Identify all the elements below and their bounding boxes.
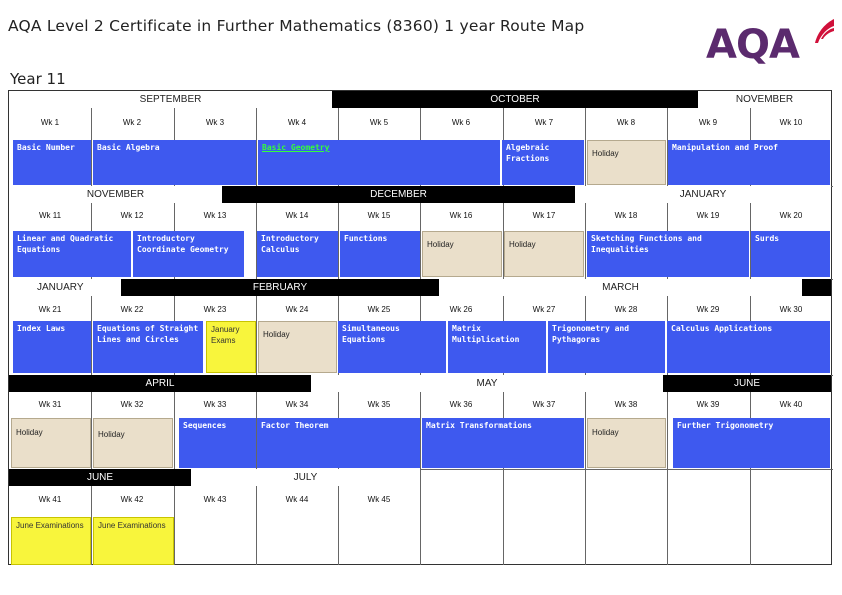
week-label: Wk 42 xyxy=(120,495,144,504)
week-label: Wk 43 xyxy=(203,495,227,504)
week-label: Wk 20 xyxy=(779,211,803,220)
topic-block: Introductory Coordinate Geometry xyxy=(133,231,244,277)
month-april: APRIL xyxy=(9,375,311,392)
week-label: Wk 44 xyxy=(285,495,309,504)
topic-block xyxy=(258,140,500,185)
week-label: Wk 18 xyxy=(614,211,638,220)
week-label: Wk 1 xyxy=(40,118,60,127)
week-label: Wk 25 xyxy=(367,305,391,314)
exam-block: January Exams xyxy=(206,321,256,373)
week-label: Wk 33 xyxy=(203,400,227,409)
topic-block: Equations of Straight Lines and Circles xyxy=(93,321,203,373)
topic-block: Basic Number xyxy=(13,140,91,185)
topic-block: Calculus Applications xyxy=(667,321,830,373)
month-january: JANUARY xyxy=(575,186,831,203)
week-label: Wk 6 xyxy=(451,118,471,127)
week-label: Wk 12 xyxy=(120,211,144,220)
holiday-block: Holiday xyxy=(93,418,173,468)
holiday-block: Holiday xyxy=(11,418,91,468)
month-may: MAY xyxy=(311,375,663,392)
page-title: AQA Level 2 Certificate in Further Mathematics (8360) 1 year Route Map xyxy=(8,17,585,35)
week-label: Wk 30 xyxy=(779,305,803,314)
week-label: Wk 5 xyxy=(369,118,389,127)
week-label: Wk 26 xyxy=(449,305,473,314)
week-label: Wk 13 xyxy=(203,211,227,220)
topic-block: Matrix Transformations xyxy=(422,418,584,468)
topic-block: Surds xyxy=(751,231,830,277)
route-map-grid xyxy=(8,90,832,565)
month-band-end xyxy=(802,279,831,296)
week-label: Wk 36 xyxy=(449,400,473,409)
week-label: Wk 15 xyxy=(367,211,391,220)
topic-link[interactable]: Basic Geometry xyxy=(262,143,330,152)
week-label: Wk 34 xyxy=(285,400,309,409)
month-december: DECEMBER xyxy=(222,186,575,203)
month-november: NOVEMBER xyxy=(698,91,831,108)
month-october: OCTOBER xyxy=(332,91,698,108)
topic-block: Index Laws xyxy=(13,321,91,373)
month-september: SEPTEMBER xyxy=(9,91,332,108)
holiday-block: Holiday xyxy=(422,231,502,277)
holiday-block: Holiday xyxy=(587,140,666,185)
holiday-block: Holiday xyxy=(504,231,584,277)
week-label: Wk 19 xyxy=(696,211,720,220)
topic-block: Algebraic Fractions xyxy=(502,140,584,185)
week-label: Wk 21 xyxy=(38,305,62,314)
month-february: FEBRUARY xyxy=(121,279,439,296)
week-label: Wk 10 xyxy=(779,118,803,127)
week-label: Wk 4 xyxy=(287,118,307,127)
exam-block: June Examinations xyxy=(11,517,91,565)
month-june: JUNE xyxy=(9,469,191,486)
topic-block: Manipulation and Proof xyxy=(668,140,830,185)
week-label: Wk 27 xyxy=(532,305,556,314)
week-label: Wk 2 xyxy=(122,118,142,127)
year-heading: Year 11 xyxy=(10,70,66,88)
week-label: Wk 40 xyxy=(779,400,803,409)
week-label: Wk 16 xyxy=(449,211,473,220)
month-november: NOVEMBER xyxy=(9,186,222,203)
week-label: Wk 45 xyxy=(367,495,391,504)
topic-block: Sequences xyxy=(179,418,256,468)
week-label: Wk 9 xyxy=(698,118,718,127)
month-july: JULY xyxy=(191,469,420,486)
topic-block: Matrix Multiplication xyxy=(448,321,546,373)
week-label: Wk 38 xyxy=(614,400,638,409)
week-label: Wk 32 xyxy=(120,400,144,409)
week-label: Wk 22 xyxy=(120,305,144,314)
topic-block: Further Trigonometry xyxy=(673,418,830,468)
week-label: Wk 37 xyxy=(532,400,556,409)
aqa-logo xyxy=(706,17,836,69)
topic-block: Trigonometry and Pythagoras xyxy=(548,321,665,373)
week-label: Wk 7 xyxy=(534,118,554,127)
topic-block: Functions xyxy=(340,231,420,277)
week-label: Wk 23 xyxy=(203,305,227,314)
week-label: Wk 14 xyxy=(285,211,309,220)
logo-text: AQA xyxy=(706,22,799,68)
topic-block: Basic Algebra xyxy=(93,140,256,185)
topic-block: Introductory Calculus xyxy=(257,231,338,277)
holiday-block: Holiday xyxy=(258,321,337,373)
week-label: Wk 28 xyxy=(614,305,638,314)
topic-block: Linear and Quadratic Equations xyxy=(13,231,131,277)
week-label: Wk 8 xyxy=(616,118,636,127)
holiday-block: Holiday xyxy=(587,418,666,468)
week-label: Wk 11 xyxy=(38,211,62,220)
week-label: Wk 41 xyxy=(38,495,62,504)
week-label: Wk 39 xyxy=(696,400,720,409)
month-june: JUNE xyxy=(663,375,831,392)
week-label: Wk 24 xyxy=(285,305,309,314)
week-label: Wk 17 xyxy=(532,211,556,220)
week-label: Wk 3 xyxy=(205,118,225,127)
topic-block: Factor Theorem xyxy=(257,418,420,468)
month-march: MARCH xyxy=(439,279,802,296)
logo-swoosh-icon xyxy=(812,17,836,45)
topic-block: Sketching Functions and Inequalities xyxy=(587,231,749,277)
topic-block: Simultaneous Equations xyxy=(338,321,446,373)
month-january: JANUARY xyxy=(9,279,121,296)
week-label: Wk 29 xyxy=(696,305,720,314)
week-label: Wk 31 xyxy=(38,400,62,409)
week-label: Wk 35 xyxy=(367,400,391,409)
exam-block: June Examinations xyxy=(93,517,174,565)
